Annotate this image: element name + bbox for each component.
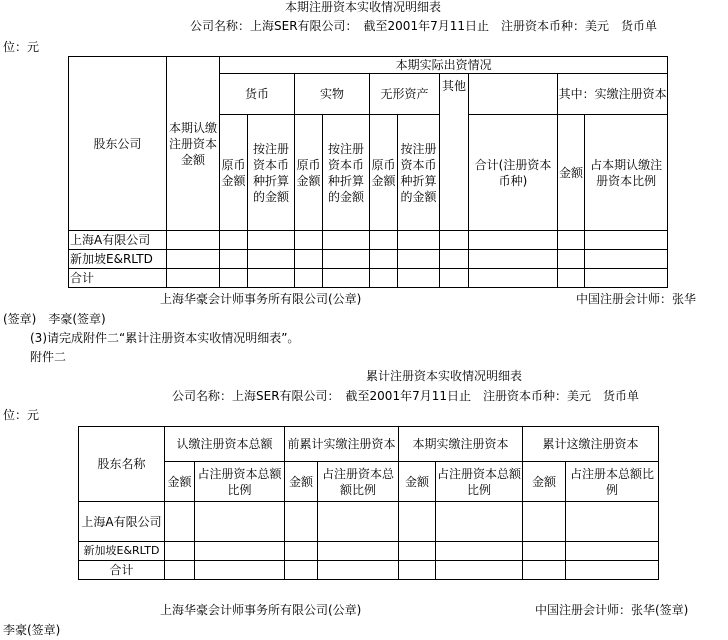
table-row <box>79 502 659 542</box>
table1 <box>68 56 668 288</box>
header-cumulative-paid: 累计这缴注册资本 <box>523 427 659 462</box>
row-label: 上海A有限公司 <box>79 502 165 542</box>
header-orig-amt-currency: 原币金额 <box>220 115 248 231</box>
header-subscribed: 本期认缴注册资本金额 <box>167 57 220 231</box>
header-ratio: 占本期认缴注册资本比例 <box>585 115 668 231</box>
header-converted-currency: 按注册资本币种折算的金额 <box>248 115 295 231</box>
table1-footer-cpa: 中国注册会计师：张华 <box>576 292 697 306</box>
table2-unit: 位：元 <box>3 408 40 422</box>
header-including: 其中：实缴注册资本 <box>558 74 668 115</box>
row-label: 新加坡E&RLTD <box>79 542 165 561</box>
table-row <box>79 561 659 580</box>
table2-footer-cpa: 中国注册会计师：张华(签章) <box>535 603 689 617</box>
instruction-text: (3)请完成附件二“累计注册资本实收情况明细表”。 <box>30 331 300 345</box>
header-currency: 货币 <box>220 74 295 115</box>
table-row <box>69 231 668 250</box>
header-blank <box>469 74 558 115</box>
header-total: 合计(注册资本币种) <box>469 115 558 231</box>
table1-meta: 公司名称：上海SER有限公司： 截至2001年7月11日止 注册资本币种：美元 货币单 <box>190 19 657 33</box>
header-subscribed-total: 认缴注册资本总额 <box>165 427 285 462</box>
header-ratio-1: 占注册资本总额比例 <box>195 462 285 502</box>
table-row <box>69 250 668 269</box>
header-prior-paid: 前累计实缴注册资本 <box>285 427 399 462</box>
header-amount-1: 金额 <box>165 462 195 502</box>
row-label: 合计 <box>69 269 167 288</box>
header-orig-amt-physical: 原币金额 <box>295 115 323 231</box>
header-shareholder: 股东公司 <box>69 57 167 231</box>
header-ratio-3: 占注册资本总额比例 <box>436 462 523 502</box>
row-label: 上海A有限公司 <box>69 231 167 250</box>
table1-unit: 位：元 <box>3 40 40 54</box>
table-row <box>79 542 659 561</box>
header-converted-intangible: 按注册资本币种折算的金额 <box>398 115 440 231</box>
table2-meta: 公司名称：上海SER有限公司： 截至2001年7月11日止 注册资本币种：美元 货币单 <box>172 389 639 403</box>
header-orig-amt-intangible: 原币金额 <box>370 115 398 231</box>
header-other: 其他 <box>440 74 469 231</box>
table1-footer-sign: (签章) 李豪(签章) <box>3 312 106 326</box>
header-ratio-4: 占注册本总额比例 <box>566 462 659 502</box>
header-actual: 本期实际出资情况 <box>220 57 668 74</box>
attachment-label: 附件二 <box>30 350 67 364</box>
table2 <box>78 426 659 580</box>
header-current-paid: 本期实缴注册资本 <box>399 427 523 462</box>
table2-title: 累计注册资本实收情况明细表 <box>366 369 523 383</box>
table-row <box>69 269 668 288</box>
row-label: 合计 <box>79 561 165 580</box>
header-physical: 实物 <box>295 74 370 115</box>
table1-footer-firm: 上海华豪会计师事务所有限公司(公章) <box>160 292 362 306</box>
table2-footer-firm: 上海华豪会计师事务所有限公司(公章) <box>160 603 362 617</box>
header-name: 股东名称 <box>79 427 165 502</box>
header-amount-4: 金额 <box>523 462 566 502</box>
table2-footer-sign: 李豪(签章) <box>3 623 61 637</box>
header-converted-physical: 按注册资本币种折算的金额 <box>323 115 370 231</box>
header-ratio-2: 占注册资本总额比例 <box>318 462 399 502</box>
header-amount-3: 金额 <box>399 462 436 502</box>
header-amount: 金额 <box>558 115 585 231</box>
table1-title: 本期注册资本实收情况明细表 <box>285 0 442 14</box>
header-intangible: 无形资产 <box>370 74 440 115</box>
header-amount-2: 金额 <box>285 462 318 502</box>
row-label: 新加坡E&RLTD <box>69 250 167 269</box>
